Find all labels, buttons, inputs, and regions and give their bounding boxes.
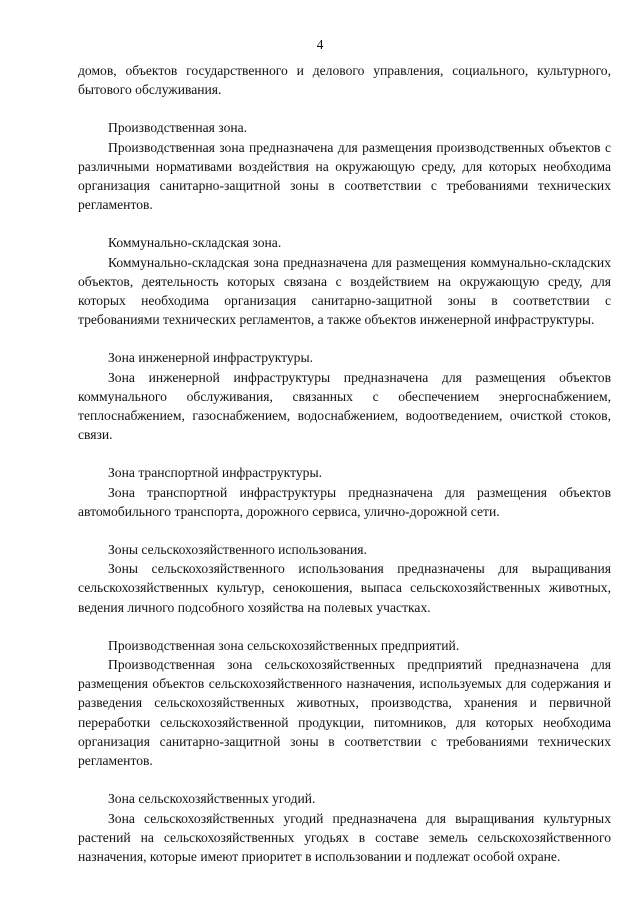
section-heading: Коммунально-складская зона. bbox=[108, 235, 282, 251]
section-heading: Зоны сельскохозяйственного использования. bbox=[108, 542, 367, 558]
intro-paragraph: домов, объектов государственного и делового управления, социального, культурного, бытового обслуживания. bbox=[78, 63, 611, 98]
page-number: 4 bbox=[316, 37, 324, 52]
section-agricultural-use-zones bbox=[78, 540, 611, 617]
section-text: Зона инженерной инфраструктуры предназначена для размещения объектов коммунального обслуживания, связанных с обеспечением энергоснабжением, теплоснабжением, газоснабжением, водоснабжением, водоотведением, очисткой стоков, связи. bbox=[78, 369, 611, 443]
section-text: Производственная зона сельскохозяйственных предприятий предназначена для размещения объектов сельскохозяйственного назначения, используемых для содержания и разведения сельскохозяйственных животных, производства, хранения и первичной переработки сельскохозяйственной продукции, питомников, для которых необходима организация санитарно-защитной зоны в соответствии с требованиями технических регламентов. bbox=[78, 657, 611, 769]
section-engineering-infrastructure-zone bbox=[78, 348, 611, 444]
section-heading: Зона инженерной инфраструктуры. bbox=[108, 350, 314, 366]
section-text: Зоны сельскохозяйственного использования предназначены для выращивания сельскохозяйственных культур, сенокошения, выпаса сельскохозяйственных животных, ведения личного подсобного хозяйства на полевых участках. bbox=[78, 561, 611, 615]
section-text: Производственная зона предназначена для размещения производственных объектов с различными нормативами воздействия на окружающую среду, для которых необходима организация санитарно-защитной зоны в соответствии с требованиями технических регламентов. bbox=[78, 139, 611, 213]
section-transport-infrastructure-zone bbox=[78, 463, 611, 521]
section-heading: Производственная зона. bbox=[108, 120, 248, 136]
section-heading: Зона сельскохозяйственных угодий. bbox=[108, 791, 316, 807]
section-text: Зона транспортной инфраструктуры предназначена для размещения объектов автомобильного транспорта, дорожного сервиса, улично-дорожной сети. bbox=[78, 484, 611, 519]
document-body bbox=[78, 61, 611, 866]
section-text: Коммунально-складская зона предназначена для размещения коммунально-складских объектов, деятельность которых связана с воздействием на окружающую среду, для которых необходима организация санитарно-защитной зоны в соответствии с требованиями технических регламентов, а также объектов инженерной инфраструктуры. bbox=[78, 254, 611, 328]
section-communal-storage-zone bbox=[78, 233, 611, 329]
section-agricultural-enterprises-zone bbox=[78, 636, 611, 770]
section-heading: Производственная зона сельскохозяйственных предприятий. bbox=[108, 637, 460, 653]
section-production-zone bbox=[78, 118, 611, 214]
section-text: Зона сельскохозяйственных угодий предназначена для выращивания культурных растений на сельскохозяйственных угодьях в составе земель сельскохозяйственного назначения, которые имеют приоритет в использовании и подлежат особой охране. bbox=[78, 810, 611, 864]
section-heading: Зона транспортной инфраструктуры. bbox=[108, 465, 322, 481]
section-agricultural-lands-zone bbox=[78, 789, 611, 866]
